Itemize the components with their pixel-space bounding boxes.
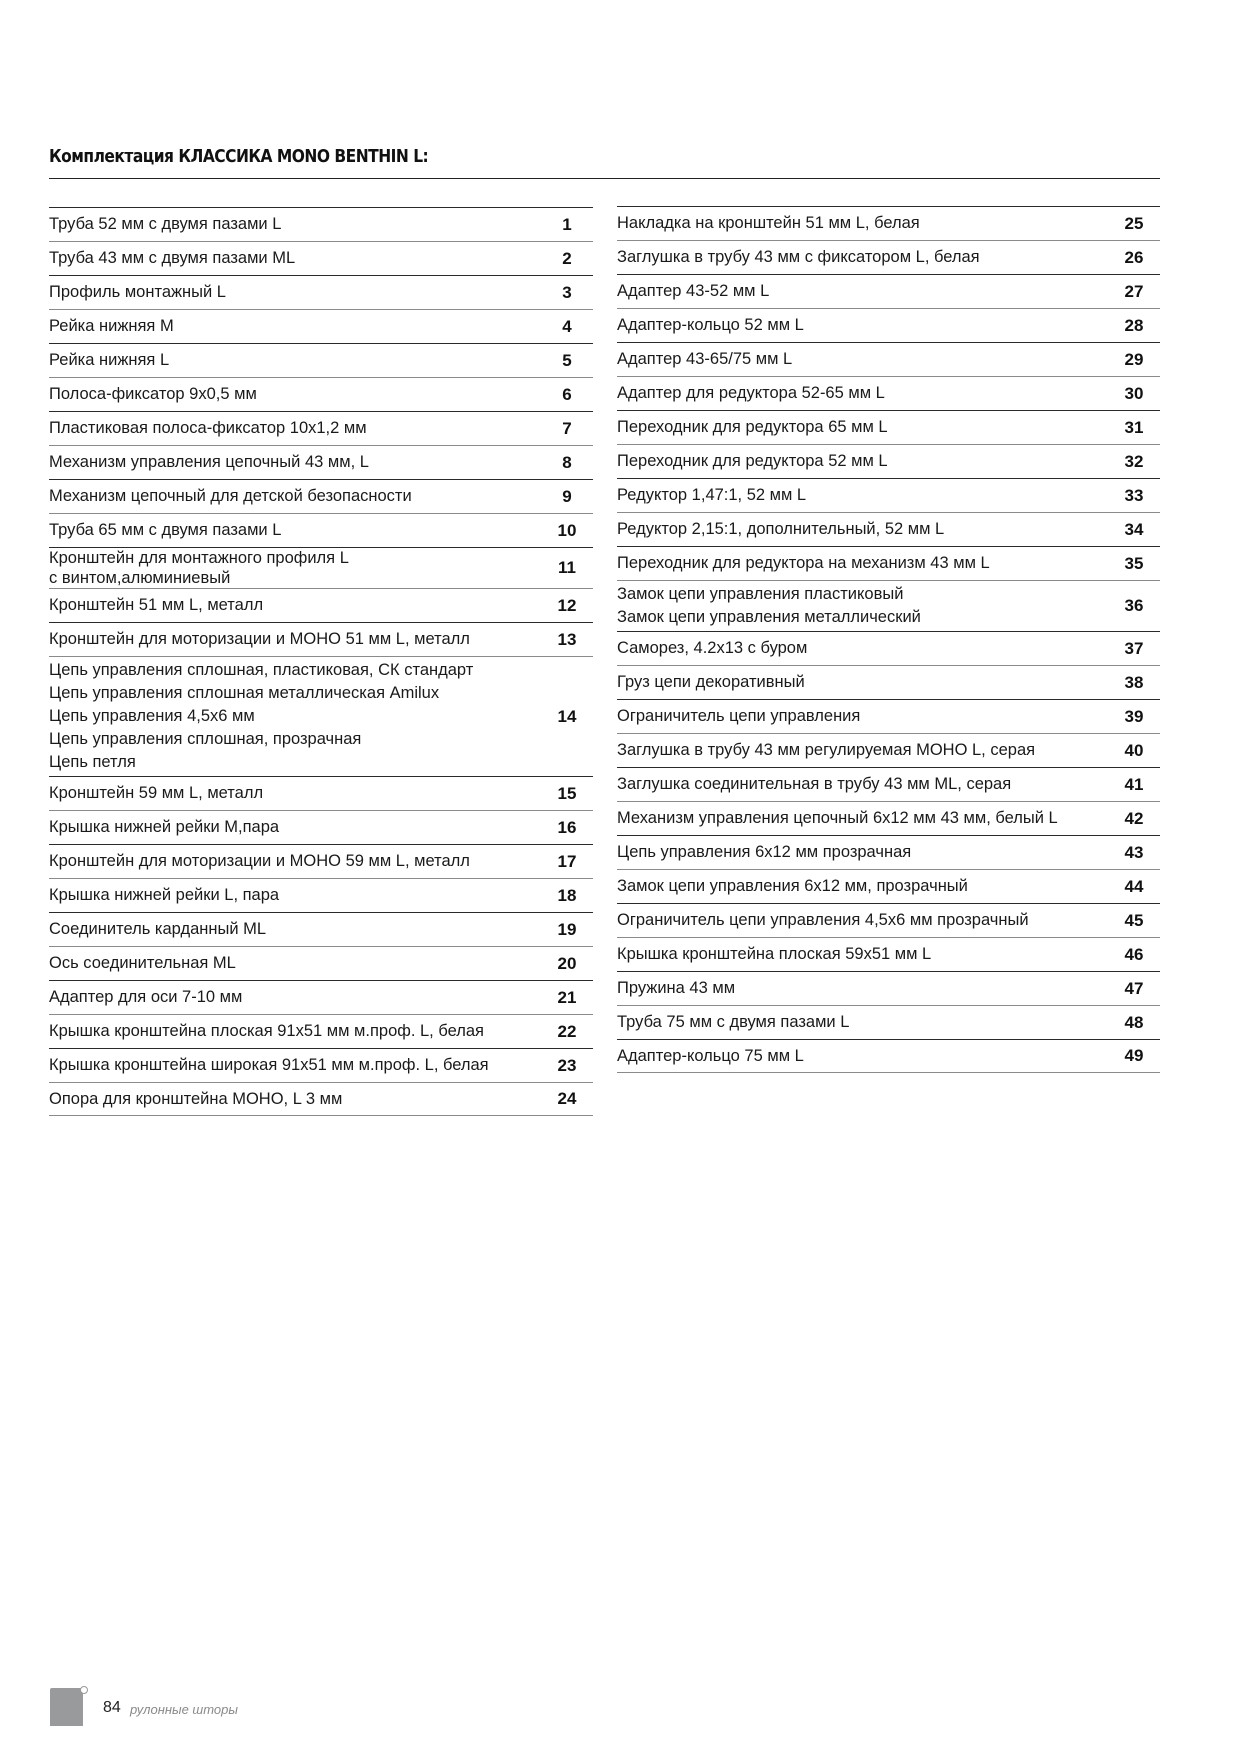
item-name-line: Кронштейн 51 мм L, металл (49, 596, 264, 614)
item-name (49, 984, 541, 1011)
list-item (617, 240, 1160, 274)
item-name-line: Кронштейн для моторизации и МОНО 51 мм L, металл (49, 630, 470, 648)
item-name (49, 483, 541, 510)
item-name-line: Пружина 43 мм (617, 979, 736, 997)
item-number: 43 (1124, 842, 1144, 862)
list-item (617, 274, 1160, 308)
item-name (617, 550, 1108, 577)
item-name-line: Замок цепи управления металлический (617, 608, 921, 626)
item-name (617, 737, 1108, 764)
item-number: 27 (1124, 281, 1144, 301)
list-item (49, 980, 593, 1014)
item-name-line: Замок цепи управления 6х12 мм, прозрачный (617, 877, 968, 895)
item-number: 14 (557, 706, 577, 726)
item-name (617, 210, 1108, 237)
item-name-line: Профиль монтажный L (49, 283, 226, 301)
item-number: 47 (1124, 978, 1144, 998)
item-number: 17 (557, 851, 577, 871)
list-item (49, 1014, 593, 1048)
list-item (49, 588, 593, 622)
item-number: 5 (562, 350, 572, 370)
item-name-line: Адаптер 43-52 мм L (617, 282, 770, 300)
item-number: 44 (1124, 876, 1144, 896)
item-name (49, 517, 541, 544)
list-item (49, 622, 593, 656)
item-name-line: Переходник для редуктора 65 мм L (617, 418, 888, 436)
item-name-line: Крышка нижней рейки L, пара (49, 886, 280, 904)
item-number: 20 (557, 953, 577, 973)
list-item (49, 445, 593, 479)
list-item (617, 206, 1160, 240)
item-number: 35 (1124, 553, 1144, 573)
item-name (617, 448, 1108, 475)
item-name (617, 907, 1108, 934)
item-number: 40 (1124, 740, 1144, 760)
list-item (617, 733, 1160, 767)
list-item (49, 513, 593, 547)
page-number: 84 (103, 1699, 121, 1716)
item-name-line: Редуктор 2,15:1, дополнительный, 52 мм L (617, 520, 945, 538)
list-item (49, 844, 593, 878)
list-item (49, 1048, 593, 1082)
item-name (49, 347, 541, 374)
item-name-line: Механизм управления цепочный 43 мм, L (49, 453, 369, 471)
item-name-line: Ограничитель цепи управления (617, 707, 861, 725)
list-item (617, 444, 1160, 478)
item-name (617, 941, 1108, 968)
item-name-line: Ось соединительная ML (49, 954, 236, 972)
item-name (49, 814, 541, 841)
item-number: 19 (557, 919, 577, 939)
item-number: 10 (557, 520, 577, 540)
item-name-line: Труба 65 мм с двумя пазами L (49, 521, 282, 539)
item-name-line: Цепь управления 4,5х6 мм (49, 707, 255, 725)
item-number: 22 (557, 1021, 577, 1041)
list-item (49, 878, 593, 912)
item-name-line: Цепь управления сплошная, пластиковая, СК стандарт (49, 661, 474, 679)
list-item (617, 903, 1160, 937)
item-number: 8 (562, 452, 572, 472)
item-number: 26 (1124, 247, 1144, 267)
item-name-line: Переходник для редуктора на механизм 43 мм L (617, 554, 990, 572)
item-name (49, 279, 541, 306)
item-name (617, 669, 1108, 696)
list-item (617, 665, 1160, 699)
item-number: 21 (557, 987, 577, 1007)
item-number: 36 (1124, 596, 1144, 615)
item-number: 46 (1124, 944, 1144, 964)
item-name (617, 839, 1108, 866)
item-name-line: Крышка кронштейна широкая 91х51 мм м.проф. L, белая (49, 1056, 489, 1074)
list-item (617, 580, 1160, 631)
item-name-line: Адаптер для редуктора 52-65 мм L (617, 384, 885, 402)
item-number: 29 (1124, 349, 1144, 369)
list-item (49, 411, 593, 445)
item-name (49, 313, 541, 340)
item-name-line: Накладка на кронштейн 51 мм L, белая (617, 214, 920, 232)
item-name-line: Кронштейн для монтажного профиля L (49, 549, 349, 567)
item-name (617, 975, 1108, 1002)
list-item (617, 767, 1160, 801)
list-item (49, 241, 593, 275)
list-item (49, 377, 593, 411)
item-number: 45 (1124, 910, 1144, 930)
item-name-line: Труба 52 мм с двумя пазами L (49, 215, 282, 233)
item-number: 42 (1124, 808, 1144, 828)
item-name-line: Груз цепи декоративный (617, 673, 805, 691)
list-item (49, 810, 593, 844)
list-item (617, 835, 1160, 869)
item-name (617, 278, 1108, 305)
item-number: 39 (1124, 706, 1144, 726)
section-name: рулонные шторы (130, 1702, 238, 1717)
item-name-line: Механизм управления цепочный 6х12 мм 43 мм, белый L (617, 809, 1058, 827)
item-number: 31 (1124, 417, 1144, 437)
item-name (49, 449, 541, 476)
item-number: 48 (1124, 1012, 1144, 1032)
footer-marker-dot (80, 1686, 88, 1694)
list-item (617, 308, 1160, 342)
item-name (49, 381, 541, 408)
item-name-line: Редуктор 1,47:1, 52 мм L (617, 486, 807, 504)
item-name-line: Механизм цепочный для детской безопасности (49, 487, 412, 505)
item-name (617, 482, 1108, 509)
item-name (49, 780, 541, 807)
item-name-line: Рейка нижняя L (49, 351, 170, 369)
item-name-line: Адаптер 43-65/75 мм L (617, 350, 793, 368)
title-divider (49, 178, 1160, 179)
item-name-line: Заглушка соединительная в трубу 43 мм ML, серая (617, 775, 1012, 793)
list-item (617, 478, 1160, 512)
item-name-line: Кронштейн 59 мм L, металл (49, 784, 264, 802)
item-name-line: Труба 75 мм с двумя пазами L (617, 1013, 850, 1031)
list-item (617, 376, 1160, 410)
list-item (49, 547, 593, 588)
item-number: 25 (1124, 213, 1144, 233)
item-name-line: Заглушка в трубу 43 мм регулируемая МОНО L, серая (617, 741, 1036, 759)
item-name-line: Ограничитель цепи управления 4,5х6 мм прозрачный (617, 911, 1029, 929)
item-number: 28 (1124, 315, 1144, 335)
item-name-line: Заглушка в трубу 43 мм с фиксатором L, белая (617, 248, 980, 266)
item-name-line: Соединитель карданный ML (49, 920, 267, 938)
list-item (617, 869, 1160, 903)
list-item (617, 1005, 1160, 1039)
item-name (617, 635, 1108, 662)
item-name (49, 1018, 541, 1045)
item-name (617, 516, 1108, 543)
list-item (49, 479, 593, 513)
footer-marker (50, 1688, 83, 1726)
list-item (49, 656, 593, 776)
item-name-line: Рейка нижняя M (49, 317, 174, 335)
parts-list-right (617, 206, 1160, 1073)
list-item (617, 546, 1160, 580)
item-name (617, 380, 1108, 407)
item-number: 41 (1124, 774, 1144, 794)
item-name (617, 873, 1108, 900)
item-name-line: Труба 43 мм с двумя пазами ML (49, 249, 296, 267)
item-number: 7 (562, 418, 572, 438)
item-name (49, 415, 541, 442)
item-number: 15 (557, 783, 577, 803)
item-name (49, 211, 541, 238)
item-number: 33 (1124, 485, 1144, 505)
item-name (49, 245, 541, 272)
item-name (617, 244, 1108, 271)
item-number: 23 (557, 1055, 577, 1075)
list-item (617, 1039, 1160, 1073)
item-number: 6 (562, 384, 572, 404)
item-number: 32 (1124, 451, 1144, 471)
page-title: Комплектация КЛАССИКА MONO BENTHIN L: (49, 146, 429, 167)
item-name-line: Пластиковая полоса-фиксатор 10х1,2 мм (49, 419, 367, 437)
list-item (49, 275, 593, 309)
item-name-line: Переходник для редуктора 52 мм L (617, 452, 888, 470)
item-name-line: Цепь управления сплошная, прозрачная (49, 730, 362, 748)
item-name (617, 581, 1108, 631)
item-name (617, 1009, 1108, 1036)
item-name-line: Цепь петля (49, 753, 136, 771)
item-name-line: Кронштейн для моторизации и МОНО 59 мм L, металл (49, 852, 470, 870)
item-number: 11 (558, 558, 576, 577)
list-item (617, 699, 1160, 733)
item-name-line: Замок цепи управления пластиковый (617, 585, 904, 603)
item-name (617, 312, 1108, 339)
list-item (49, 207, 593, 241)
list-item (617, 971, 1160, 1005)
item-number: 37 (1124, 638, 1144, 658)
parts-list-left (49, 207, 593, 1116)
item-name-line: Адаптер-кольцо 75 мм L (617, 1046, 804, 1065)
item-number: 30 (1124, 383, 1144, 403)
list-item (49, 343, 593, 377)
item-name (617, 771, 1108, 798)
item-name (49, 882, 541, 909)
item-number: 2 (562, 248, 572, 268)
item-number: 18 (557, 885, 577, 905)
item-name (617, 1043, 1108, 1070)
item-number: 1 (562, 214, 572, 234)
item-name-line: Крышка кронштейна плоская 91х51 мм м.проф. L, белая (49, 1022, 484, 1040)
item-name-line: Полоса-фиксатор 9х0,5 мм (49, 385, 257, 403)
item-name-line: Опора для кронштейна МОНО, L 3 мм (49, 1089, 343, 1108)
item-number: 24 (557, 1089, 577, 1108)
list-item (49, 309, 593, 343)
list-item (617, 937, 1160, 971)
item-name (49, 950, 541, 977)
list-item (617, 801, 1160, 835)
list-item (49, 946, 593, 980)
item-number: 13 (557, 629, 577, 649)
item-name (49, 626, 541, 653)
item-number: 34 (1124, 519, 1144, 539)
item-name (49, 1052, 541, 1079)
item-name (49, 592, 541, 619)
item-name (49, 916, 541, 943)
list-item (617, 342, 1160, 376)
item-name-line: с винтом,алюминиевый (49, 569, 231, 587)
item-name (49, 548, 541, 588)
list-item (49, 1082, 593, 1116)
list-item (617, 410, 1160, 444)
list-item (617, 631, 1160, 665)
item-number: 49 (1124, 1046, 1144, 1065)
item-number: 3 (562, 282, 572, 302)
item-name-line: Цепь управления 6х12 мм прозрачная (617, 843, 912, 861)
list-item (49, 776, 593, 810)
item-name-line: Крышка нижней рейки M,пара (49, 818, 280, 836)
list-item (49, 912, 593, 946)
item-name (617, 346, 1108, 373)
item-name-line: Адаптер-кольцо 52 мм L (617, 316, 804, 334)
item-number: 4 (562, 316, 572, 336)
item-name (617, 703, 1108, 730)
item-name (617, 805, 1108, 832)
item-name-line: Цепь управления сплошная металлическая Amilux (49, 684, 440, 702)
item-name (49, 657, 541, 776)
item-number: 38 (1124, 672, 1144, 692)
item-name (49, 1086, 541, 1113)
list-item (617, 512, 1160, 546)
item-name-line: Крышка кронштейна плоская 59х51 мм L (617, 945, 932, 963)
item-number: 9 (562, 486, 572, 506)
item-name (49, 848, 541, 875)
item-number: 12 (557, 595, 577, 615)
item-name-line: Саморез, 4.2х13 с буром (617, 639, 808, 657)
item-name-line: Адаптер для оси 7-10 мм (49, 988, 243, 1006)
item-name (617, 414, 1108, 441)
item-number: 16 (557, 817, 577, 837)
